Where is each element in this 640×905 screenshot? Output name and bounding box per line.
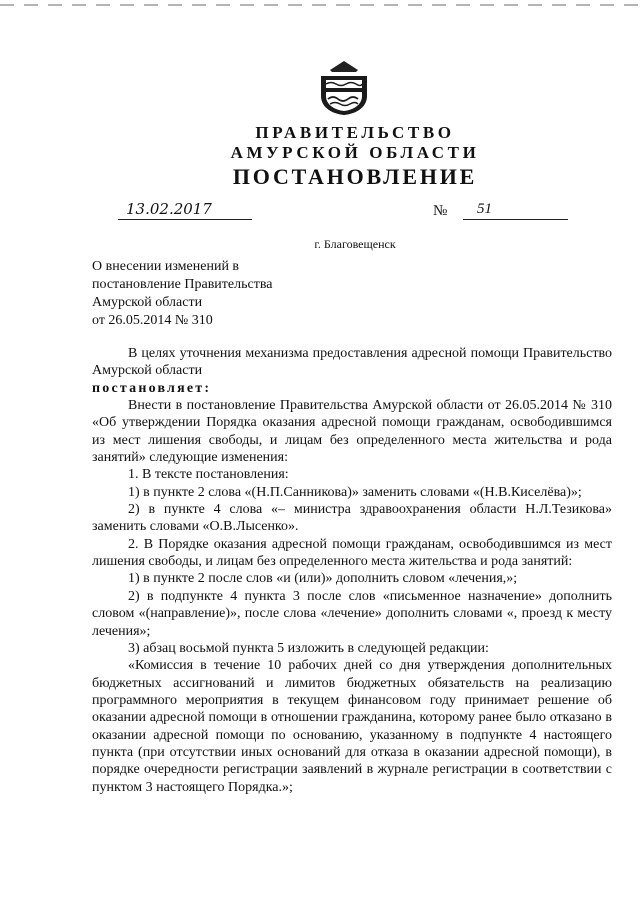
subject-line: постановление Правительства <box>92 277 273 292</box>
subject-block <box>92 258 272 330</box>
paragraph: 2) в пункте 4 слова «– министра здравоохранения области Н.Л.Тезикова» заменить словами «О.В.Лысенко». <box>92 502 612 535</box>
paragraph: 1) в пункте 2 слова «(Н.П.Санникова)» заменить словами «(Н.В.Киселёва)»; <box>128 484 582 500</box>
paragraph: Внести в постановление Правительства Амурской области от 26.05.2014 № 310 «Об утверждении Порядка оказания адресной помощи гражданам, освободившимся из мест лишения свободы, и лицам без определенного места жительства и рода занятий» следующие изменения: <box>92 398 612 466</box>
paragraph: 2) в подпункте 4 пункта 3 после слов «письменное назначение» дополнить словом «(направление)», после слова «лечение» дополнить словами «, проезд к месту лечения»; <box>92 588 612 639</box>
paragraph: 1. В тексте постановления: <box>128 467 289 483</box>
city-name: г. Благовещенск <box>314 237 396 251</box>
paragraph: «Комиссия в течение 10 рабочих дней со дня утверждения дополнительных бюджетных ассигнований и лимитов бюджетных обязательств на реализацию программного мероприятия в текущем финансовом году принимает решение об оказании адресной помощи в отношении гражданина, которому ранее было отказано в оказании адресной помощи по основанию, указанному в подпункте 4 настоящего пункта (при отсутствии иных оснований для отказа в оказании адресной помощи), в порядке очередности регистрации заявлений в журнале регистрации в соответствии с пунктом 3 настоящего Порядка.»; <box>92 658 612 795</box>
paragraph: 3) абзац восьмой пункта 5 изложить в следующей редакции: <box>128 640 489 656</box>
subject-line: от 26.05.2014 № 310 <box>92 313 213 328</box>
paragraph: 2. В Порядке оказания адресной помощи гражданам, освободившимся из мест лишения свободы, и лицам без определенного места жительства и рода занятий: <box>92 536 612 570</box>
subject-line: Амурской области <box>92 295 203 310</box>
scan-edge-artifact <box>0 4 640 6</box>
paragraph: 1) в пункте 2 после слов «и (или)» дополнить словом «лечения,»; <box>128 571 518 587</box>
decree-word: постановляет: <box>92 380 212 396</box>
subject-line: О внесении изменений в <box>92 259 240 274</box>
document-body <box>92 345 612 796</box>
document-number: 51 <box>463 200 568 220</box>
number-label: № <box>433 203 448 219</box>
document-type-title: ПОСТАНОВЛЕНИЕ <box>232 164 478 189</box>
document-date: 13.02.2017 <box>118 200 252 220</box>
header-region: АМУРСКОЙ ОБЛАСТИ <box>230 143 480 162</box>
coat-of-arms-icon <box>319 58 369 116</box>
preamble-paragraph: В целях уточнения механизма предоставления адресной помощи Правительство Амурской области <box>92 346 612 379</box>
header-government: ПРАВИТЕЛЬСТВО <box>255 123 455 142</box>
